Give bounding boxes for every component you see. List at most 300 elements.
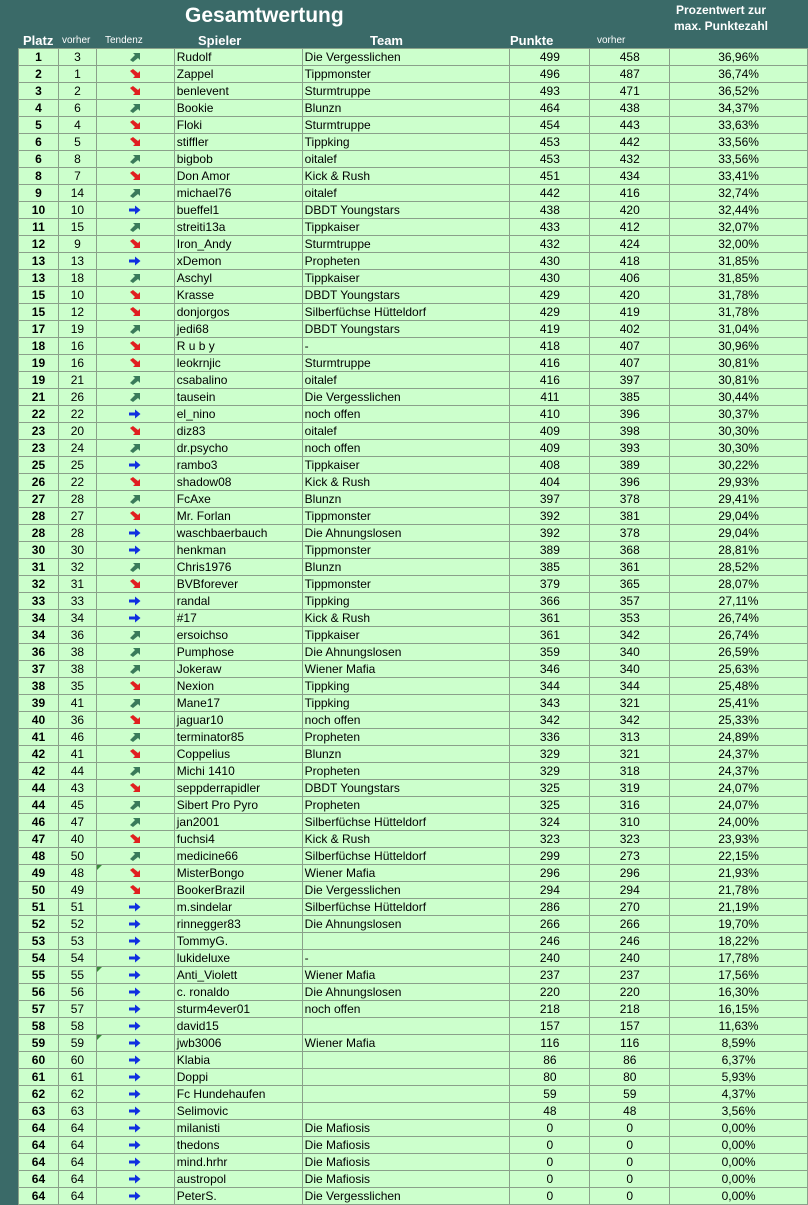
arrow-up-right-icon (97, 630, 174, 640)
tendency-cell (96, 695, 174, 712)
table-row (19, 253, 808, 270)
previous-rank-cell: 52 (58, 916, 96, 933)
tendency-cell (96, 1171, 174, 1188)
previous-rank-cell: 36 (58, 712, 96, 729)
team-cell: Sturmtruppe (302, 117, 510, 134)
previous-rank-cell: 57 (58, 1001, 96, 1018)
previous-rank-cell: 15 (58, 219, 96, 236)
percent-cell: 33,41% (670, 168, 808, 185)
platz-cell: 58 (19, 1018, 59, 1035)
points-cell: 329 (510, 763, 590, 780)
points-cell: 218 (510, 1001, 590, 1018)
previous-rank-cell: 34 (58, 610, 96, 627)
player-cell: MisterBongo (174, 865, 302, 882)
previous-points-cell: 318 (590, 763, 670, 780)
arrow-right-icon (97, 1089, 174, 1099)
team-cell (302, 1018, 510, 1035)
team-cell: Tippmonster (302, 66, 510, 83)
previous-points-cell: 340 (590, 644, 670, 661)
previous-rank-cell: 3 (58, 49, 96, 66)
points-cell: 499 (510, 49, 590, 66)
ranking-header (0, 0, 808, 48)
percent-cell: 24,00% (670, 814, 808, 831)
table-row (19, 185, 808, 202)
percent-cell: 3,56% (670, 1103, 808, 1120)
previous-rank-cell: 43 (58, 780, 96, 797)
tendency-cell (96, 168, 174, 185)
tendency-cell (96, 474, 174, 491)
platz-cell: 4 (19, 100, 59, 117)
percent-cell: 30,96% (670, 338, 808, 355)
table-row (19, 1069, 808, 1086)
points-cell: 430 (510, 270, 590, 287)
percent-cell: 19,70% (670, 916, 808, 933)
arrow-down-right-icon (97, 426, 174, 436)
percent-cell: 26,74% (670, 627, 808, 644)
table-row (19, 100, 808, 117)
tendency-cell (96, 236, 174, 253)
platz-cell: 28 (19, 508, 59, 525)
player-cell: david15 (174, 1018, 302, 1035)
arrow-up-right-icon (97, 443, 174, 453)
player-cell: Bookie (174, 100, 302, 117)
arrow-down-right-icon (97, 783, 174, 793)
team-cell: Silberfüchse Hütteldorf (302, 899, 510, 916)
player-cell: streiti13a (174, 219, 302, 236)
arrow-up-right-icon (97, 52, 174, 62)
player-cell: Rudolf (174, 49, 302, 66)
previous-rank-cell: 51 (58, 899, 96, 916)
table-row (19, 916, 808, 933)
table-row (19, 270, 808, 287)
previous-points-cell: 342 (590, 627, 670, 644)
table-row (19, 151, 808, 168)
previous-rank-cell: 49 (58, 882, 96, 899)
previous-rank-cell: 40 (58, 831, 96, 848)
tendency-cell (96, 559, 174, 576)
previous-rank-cell: 48 (58, 865, 96, 882)
team-cell: Blunzn (302, 559, 510, 576)
platz-cell: 9 (19, 185, 59, 202)
tendency-cell (96, 219, 174, 236)
arrow-right-icon (97, 936, 174, 946)
previous-rank-cell: 45 (58, 797, 96, 814)
team-cell: Die Mafiosis (302, 1137, 510, 1154)
player-cell: Coppelius (174, 746, 302, 763)
points-cell: 359 (510, 644, 590, 661)
platz-cell: 10 (19, 202, 59, 219)
team-cell: Tippking (302, 593, 510, 610)
player-cell: Iron_Andy (174, 236, 302, 253)
platz-cell: 59 (19, 1035, 59, 1052)
tendency-cell (96, 66, 174, 83)
platz-cell: 6 (19, 134, 59, 151)
player-cell: dr.psycho (174, 440, 302, 457)
points-cell: 410 (510, 406, 590, 423)
percent-cell: 32,07% (670, 219, 808, 236)
previous-points-cell: 418 (590, 253, 670, 270)
table-row (19, 236, 808, 253)
previous-rank-cell: 63 (58, 1103, 96, 1120)
arrow-down-right-icon (97, 579, 174, 589)
platz-cell: 48 (19, 848, 59, 865)
arrow-down-right-icon (97, 69, 174, 79)
percent-cell: 28,07% (670, 576, 808, 593)
tendency-cell (96, 712, 174, 729)
arrow-down-right-icon (97, 341, 174, 351)
tendency-cell (96, 644, 174, 661)
percent-cell: 30,22% (670, 457, 808, 474)
platz-cell: 17 (19, 321, 59, 338)
player-cell: PeterS. (174, 1188, 302, 1205)
table-row (19, 797, 808, 814)
tendency-cell (96, 746, 174, 763)
previous-rank-cell: 32 (58, 559, 96, 576)
player-cell: mind.hrhr (174, 1154, 302, 1171)
arrow-down-right-icon (97, 681, 174, 691)
arrow-down-right-icon (97, 137, 174, 147)
player-cell: bigbob (174, 151, 302, 168)
previous-points-cell: 342 (590, 712, 670, 729)
platz-cell: 52 (19, 916, 59, 933)
points-cell: 325 (510, 797, 590, 814)
previous-rank-cell: 55 (58, 967, 96, 984)
arrow-up-right-icon (97, 375, 174, 385)
player-cell: leokrnjic (174, 355, 302, 372)
arrow-right-icon (97, 1174, 174, 1184)
tendency-cell (96, 865, 174, 882)
previous-rank-cell: 27 (58, 508, 96, 525)
team-cell: Wiener Mafia (302, 865, 510, 882)
percent-cell: 25,41% (670, 695, 808, 712)
platz-cell: 36 (19, 644, 59, 661)
previous-rank-cell: 58 (58, 1018, 96, 1035)
player-cell: fuchsi4 (174, 831, 302, 848)
percent-header-line1: Prozentwert zur (675, 3, 766, 17)
platz-cell: 42 (19, 746, 59, 763)
percent-cell: 30,37% (670, 406, 808, 423)
previous-points-cell: 246 (590, 933, 670, 950)
tendency-cell (96, 83, 174, 100)
platz-cell: 2 (19, 66, 59, 83)
percent-cell: 33,63% (670, 117, 808, 134)
previous-points-cell: 294 (590, 882, 670, 899)
previous-points-cell: 218 (590, 1001, 670, 1018)
points-cell: 385 (510, 559, 590, 576)
percent-cell: 21,19% (670, 899, 808, 916)
percent-cell: 30,81% (670, 355, 808, 372)
tendency-cell (96, 1035, 174, 1052)
table-row (19, 202, 808, 219)
player-cell: Mane17 (174, 695, 302, 712)
table-row (19, 899, 808, 916)
tendency-cell (96, 933, 174, 950)
percent-cell: 27,11% (670, 593, 808, 610)
previous-points-cell: 424 (590, 236, 670, 253)
team-cell: noch offen (302, 712, 510, 729)
previous-rank-cell: 31 (58, 576, 96, 593)
platz-cell: 44 (19, 797, 59, 814)
previous-points-cell: 357 (590, 593, 670, 610)
percent-cell: 31,04% (670, 321, 808, 338)
previous-rank-cell: 59 (58, 1035, 96, 1052)
points-cell: 157 (510, 1018, 590, 1035)
previous-rank-cell: 19 (58, 321, 96, 338)
tendency-cell (96, 372, 174, 389)
platz-cell: 23 (19, 440, 59, 457)
tendency-cell (96, 848, 174, 865)
previous-points-cell: 48 (590, 1103, 670, 1120)
arrow-down-right-icon (97, 358, 174, 368)
team-cell: DBDT Youngstars (302, 202, 510, 219)
percent-cell: 0,00% (670, 1154, 808, 1171)
team-cell: DBDT Youngstars (302, 780, 510, 797)
points-cell: 237 (510, 967, 590, 984)
previous-rank-cell: 1 (58, 66, 96, 83)
points-cell: 266 (510, 916, 590, 933)
tendency-cell (96, 950, 174, 967)
points-cell: 246 (510, 933, 590, 950)
player-cell: #17 (174, 610, 302, 627)
percent-cell: 25,63% (670, 661, 808, 678)
team-cell (302, 1069, 510, 1086)
table-row (19, 865, 808, 882)
table-row (19, 321, 808, 338)
points-cell: 80 (510, 1069, 590, 1086)
previous-rank-cell: 28 (58, 491, 96, 508)
percent-cell: 28,81% (670, 542, 808, 559)
player-cell: Aschyl (174, 270, 302, 287)
points-cell: 294 (510, 882, 590, 899)
team-cell: oitalef (302, 151, 510, 168)
previous-points-cell: 402 (590, 321, 670, 338)
platz-cell: 63 (19, 1103, 59, 1120)
arrow-down-right-icon (97, 290, 174, 300)
percent-cell: 31,78% (670, 304, 808, 321)
points-cell: 323 (510, 831, 590, 848)
player-cell: bueffel1 (174, 202, 302, 219)
vorher-points-column-header: vorher (597, 35, 626, 46)
table-row (19, 984, 808, 1001)
table-row (19, 1188, 808, 1205)
arrow-right-icon (97, 528, 174, 538)
platz-cell: 34 (19, 610, 59, 627)
tendency-cell (96, 202, 174, 219)
points-cell: 496 (510, 66, 590, 83)
arrow-right-icon (97, 919, 174, 929)
percent-cell: 17,56% (670, 967, 808, 984)
table-row (19, 542, 808, 559)
previous-points-cell: 0 (590, 1171, 670, 1188)
points-cell: 0 (510, 1154, 590, 1171)
player-cell: Floki (174, 117, 302, 134)
platz-cell: 46 (19, 814, 59, 831)
previous-rank-cell: 22 (58, 406, 96, 423)
arrow-right-icon (97, 1140, 174, 1150)
table-row (19, 508, 808, 525)
previous-points-cell: 458 (590, 49, 670, 66)
points-cell: 299 (510, 848, 590, 865)
vorher-column-header: vorher (62, 35, 91, 46)
player-cell: Chris1976 (174, 559, 302, 576)
percent-cell: 32,44% (670, 202, 808, 219)
tendency-cell (96, 117, 174, 134)
tendency-cell (96, 576, 174, 593)
percent-cell: 24,07% (670, 780, 808, 797)
percent-cell: 16,15% (670, 1001, 808, 1018)
tendency-cell (96, 355, 174, 372)
player-cell: lukideluxe (174, 950, 302, 967)
arrow-right-icon (97, 953, 174, 963)
team-cell: Die Vergesslichen (302, 389, 510, 406)
points-cell: 59 (510, 1086, 590, 1103)
arrow-up-right-icon (97, 698, 174, 708)
points-cell: 454 (510, 117, 590, 134)
tendency-cell (96, 899, 174, 916)
player-cell: Selimovic (174, 1103, 302, 1120)
table-row (19, 1035, 808, 1052)
tendency-cell (96, 100, 174, 117)
arrow-up-right-icon (97, 817, 174, 827)
tendency-cell (96, 287, 174, 304)
points-cell: 453 (510, 151, 590, 168)
previous-points-cell: 396 (590, 406, 670, 423)
tendency-cell (96, 321, 174, 338)
platz-cell: 53 (19, 933, 59, 950)
team-cell: Blunzn (302, 746, 510, 763)
player-cell: Zappel (174, 66, 302, 83)
platz-cell: 12 (19, 236, 59, 253)
player-cell: Doppi (174, 1069, 302, 1086)
platz-cell: 31 (19, 559, 59, 576)
previous-rank-cell: 44 (58, 763, 96, 780)
platz-cell: 64 (19, 1188, 59, 1205)
arrow-up-right-icon (97, 273, 174, 283)
previous-points-cell: 442 (590, 134, 670, 151)
percent-cell: 0,00% (670, 1120, 808, 1137)
percent-cell: 31,78% (670, 287, 808, 304)
tendency-cell (96, 151, 174, 168)
previous-points-cell: 0 (590, 1188, 670, 1205)
team-cell: noch offen (302, 1001, 510, 1018)
table-row (19, 406, 808, 423)
previous-points-cell: 389 (590, 457, 670, 474)
table-row (19, 1086, 808, 1103)
tendency-cell (96, 1052, 174, 1069)
team-cell: Kick & Rush (302, 168, 510, 185)
percent-cell: 31,85% (670, 253, 808, 270)
platz-cell: 64 (19, 1171, 59, 1188)
player-cell: xDemon (174, 253, 302, 270)
table-row (19, 66, 808, 83)
player-cell: Don Amor (174, 168, 302, 185)
team-cell: Die Mafiosis (302, 1120, 510, 1137)
platz-cell: 21 (19, 389, 59, 406)
percent-cell: 29,04% (670, 508, 808, 525)
previous-points-cell: 316 (590, 797, 670, 814)
previous-points-cell: 396 (590, 474, 670, 491)
points-cell: 392 (510, 525, 590, 542)
team-cell: Tippmonster (302, 542, 510, 559)
previous-points-cell: 59 (590, 1086, 670, 1103)
spieler-column-header: Spieler (198, 33, 242, 48)
previous-rank-cell: 6 (58, 100, 96, 117)
previous-rank-cell: 38 (58, 644, 96, 661)
platz-cell: 19 (19, 372, 59, 389)
platz-cell: 32 (19, 576, 59, 593)
player-cell: el_nino (174, 406, 302, 423)
platz-cell: 27 (19, 491, 59, 508)
player-cell: c. ronaldo (174, 984, 302, 1001)
points-cell: 324 (510, 814, 590, 831)
player-cell: benlevent (174, 83, 302, 100)
percent-cell: 36,52% (670, 83, 808, 100)
arrow-right-icon (97, 613, 174, 623)
team-cell: Die Ahnungslosen (302, 525, 510, 542)
percent-cell: 6,37% (670, 1052, 808, 1069)
previous-points-cell: 406 (590, 270, 670, 287)
percent-cell: 0,00% (670, 1188, 808, 1205)
previous-rank-cell: 20 (58, 423, 96, 440)
team-cell: Propheten (302, 797, 510, 814)
points-cell: 0 (510, 1120, 590, 1137)
player-cell: Nexion (174, 678, 302, 695)
player-cell: Krasse (174, 287, 302, 304)
points-cell: 418 (510, 338, 590, 355)
player-cell: csabalino (174, 372, 302, 389)
previous-points-cell: 443 (590, 117, 670, 134)
arrow-up-right-icon (97, 222, 174, 232)
player-cell: terminator85 (174, 729, 302, 746)
table-row (19, 338, 808, 355)
platz-cell: 49 (19, 865, 59, 882)
tendency-cell (96, 389, 174, 406)
previous-rank-cell: 64 (58, 1171, 96, 1188)
previous-rank-cell: 25 (58, 457, 96, 474)
previous-rank-cell: 13 (58, 253, 96, 270)
previous-rank-cell: 5 (58, 134, 96, 151)
percent-cell: 31,85% (670, 270, 808, 287)
previous-rank-cell: 64 (58, 1137, 96, 1154)
previous-points-cell: 240 (590, 950, 670, 967)
previous-points-cell: 393 (590, 440, 670, 457)
table-row (19, 559, 808, 576)
team-cell: Tippkaiser (302, 457, 510, 474)
team-cell: Die Mafiosis (302, 1154, 510, 1171)
previous-rank-cell: 7 (58, 168, 96, 185)
team-cell (302, 1052, 510, 1069)
arrow-right-icon (97, 1072, 174, 1082)
team-cell (302, 1103, 510, 1120)
arrow-up-right-icon (97, 647, 174, 657)
points-cell: 404 (510, 474, 590, 491)
arrow-right-icon (97, 205, 174, 215)
previous-rank-cell: 62 (58, 1086, 96, 1103)
team-cell: Silberfüchse Hütteldorf (302, 814, 510, 831)
previous-rank-cell: 64 (58, 1154, 96, 1171)
previous-points-cell: 0 (590, 1154, 670, 1171)
table-row (19, 1120, 808, 1137)
previous-points-cell: 378 (590, 525, 670, 542)
tendency-cell (96, 457, 174, 474)
platz-cell: 33 (19, 593, 59, 610)
percent-cell: 21,78% (670, 882, 808, 899)
platz-cell: 62 (19, 1086, 59, 1103)
points-cell: 116 (510, 1035, 590, 1052)
platz-cell: 47 (19, 831, 59, 848)
previous-rank-cell: 64 (58, 1188, 96, 1205)
platz-cell: 30 (19, 542, 59, 559)
